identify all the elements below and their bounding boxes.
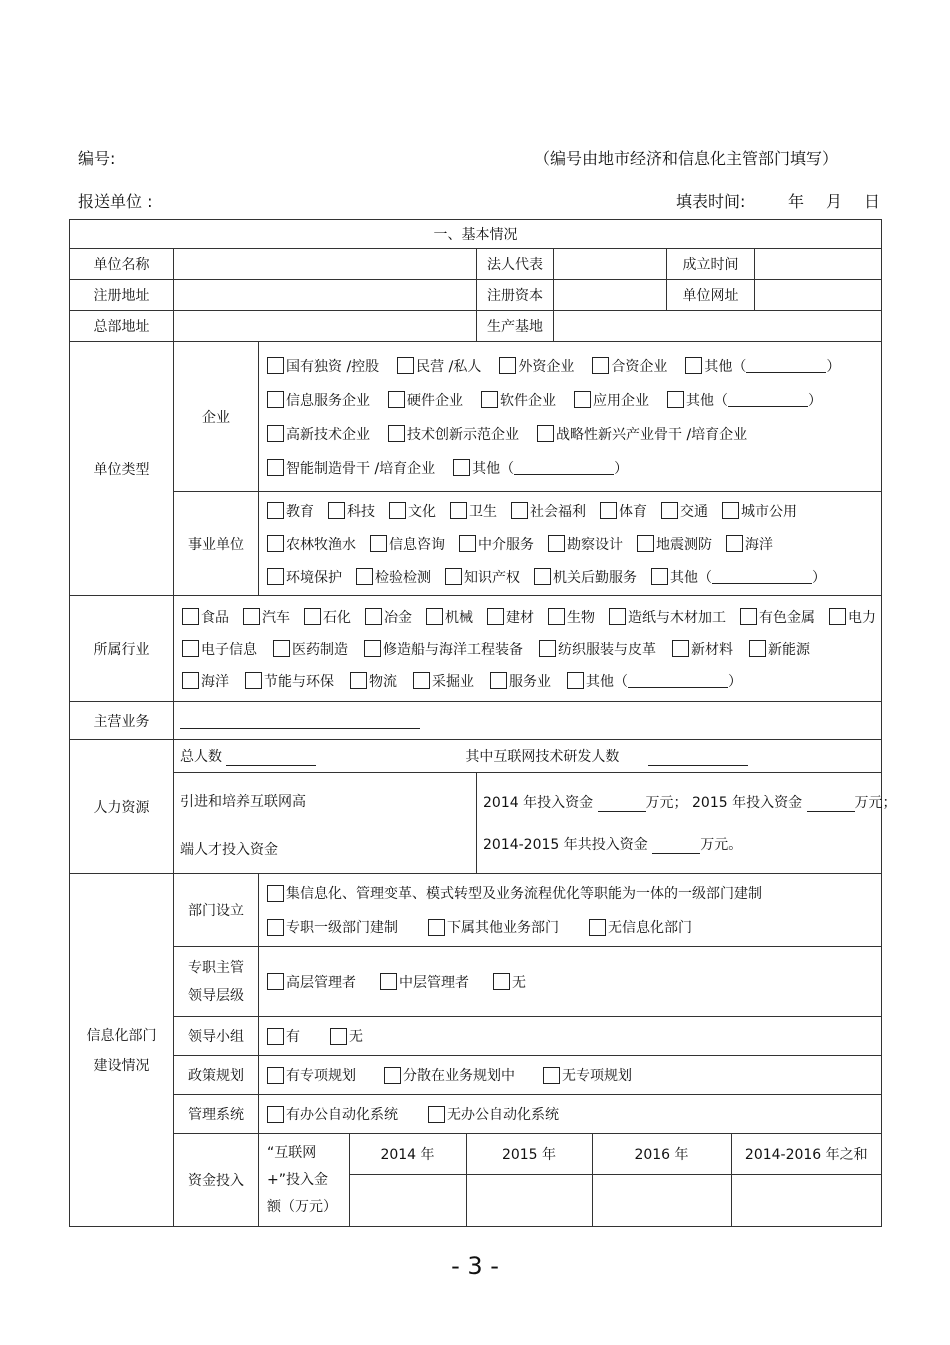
enterprise-line-2 (267, 383, 873, 417)
legal-rep-label: 法人代表 (477, 249, 554, 280)
checkbox-option[interactable]: 社会福利 (511, 501, 586, 521)
checkbox-option[interactable]: 海洋 (182, 671, 229, 691)
reg-address-field[interactable] (174, 280, 477, 311)
other-blank[interactable] (628, 673, 728, 688)
checkbox-icon[interactable] (481, 391, 498, 408)
checkbox-icon[interactable] (667, 391, 684, 408)
checkbox-option-other[interactable]: 其他（ ） (453, 458, 628, 478)
enterprise-options (259, 342, 882, 492)
checkbox-option[interactable]: 电子信息 (182, 639, 257, 659)
industry-line-2 (182, 633, 873, 665)
checkbox-option[interactable]: 检验检测 (356, 567, 431, 587)
checkbox-option[interactable]: 有色金属 (740, 607, 815, 627)
checkbox-option[interactable]: 环境保护 (267, 567, 342, 587)
leading-group-label: 领导小组 (174, 1017, 259, 1056)
talent-invest-values: 2014 年投入资金 万元； 2015 年投入资金 万元； 2014-2015 年共投入资金 万元。 (477, 773, 882, 874)
checkbox-option[interactable]: 无 (330, 1026, 363, 1046)
dept-setup-label: 部门设立 (174, 874, 259, 947)
checkbox-option[interactable]: 食品 (182, 607, 229, 627)
fund-desc-cell (259, 1134, 349, 1226)
checkbox-option[interactable]: 高新技术企业 (267, 424, 370, 444)
checkbox-icon[interactable] (726, 535, 743, 552)
main-business-blank[interactable] (180, 714, 420, 729)
enterprise-label: 企业 (174, 342, 259, 492)
checkbox-icon[interactable] (450, 502, 467, 519)
checkbox-option[interactable]: 新能源 (749, 639, 810, 659)
checkbox-icon[interactable] (722, 502, 739, 519)
invest-2014-label: 2014 年投入资金 (483, 795, 594, 811)
leader-level-label-1: 专职主管 (188, 959, 244, 976)
fund-desc-3: 额（万元） (267, 1198, 337, 1215)
hr-headcount-cell (174, 740, 882, 773)
other-blank[interactable] (746, 358, 826, 373)
checkbox-option-other[interactable]: 其他（ ） (667, 390, 822, 410)
checkbox-option[interactable]: 信息咨询 (370, 534, 445, 554)
checkbox-icon[interactable] (490, 672, 507, 689)
industry-line-1 (182, 601, 876, 633)
industry-options (174, 596, 882, 702)
checkbox-option[interactable]: 机械 (426, 607, 473, 627)
talent-invest-label-1: 引进和培养互联网高 (180, 794, 306, 810)
code-label: 编号: (78, 149, 116, 168)
leader-level-label-2: 领导层级 (188, 987, 244, 1004)
checkbox-option[interactable]: 无办公自动化系统 (428, 1104, 559, 1124)
website-field[interactable] (755, 280, 882, 311)
checkbox-option[interactable]: 专职一级部门建制 (267, 917, 398, 937)
checkbox-icon[interactable] (273, 640, 290, 657)
other-blank[interactable] (728, 392, 808, 407)
checkbox-icon[interactable] (445, 568, 462, 585)
checkbox-icon[interactable] (600, 502, 617, 519)
checkbox-icon[interactable] (182, 640, 199, 657)
checkbox-option[interactable]: 节能与环保 (245, 671, 334, 691)
checkbox-option[interactable]: 纺织服装与皮革 (539, 639, 656, 659)
checkbox-option[interactable]: 冶金 (365, 607, 412, 627)
checkbox-option[interactable]: 信息服务企业 (267, 390, 370, 410)
fund-year-total: 2014-2016 年之和 (731, 1134, 881, 1174)
code-note: （编号由地市经济和信息化主管部门填写） (534, 149, 839, 168)
checkbox-icon[interactable] (749, 640, 766, 657)
checkbox-icon[interactable] (350, 672, 367, 689)
checkbox-option[interactable]: 科技 (328, 501, 375, 521)
checkbox-option[interactable]: 中介服务 (459, 534, 534, 554)
leader-level-options (259, 947, 882, 1017)
checkbox-icon[interactable] (267, 357, 284, 374)
fund-total-field[interactable] (731, 1174, 881, 1226)
fund-year-2015: 2015 年 (466, 1134, 592, 1174)
checkbox-icon[interactable] (267, 973, 284, 990)
checkbox-option[interactable]: 体育 (600, 501, 647, 521)
checkbox-option[interactable]: 技术创新示范企业 (388, 424, 519, 444)
it-dept-label-cell (70, 874, 174, 1227)
checkbox-icon[interactable] (539, 640, 556, 657)
checkbox-option[interactable]: 造纸与木材加工 (609, 607, 726, 627)
checkbox-icon[interactable] (388, 391, 405, 408)
checkbox-icon[interactable] (413, 672, 430, 689)
section-title: 一、基本情况 (70, 220, 882, 249)
page-number: - 3 - (451, 1252, 499, 1280)
checkbox-option[interactable]: 汽车 (243, 607, 290, 627)
enterprise-line-4 (267, 451, 873, 485)
checkbox-icon[interactable] (592, 357, 609, 374)
checkbox-icon[interactable] (380, 973, 397, 990)
fund-desc-2: +”投入金 (267, 1171, 328, 1188)
checkbox-icon[interactable] (740, 608, 757, 625)
checkbox-icon[interactable] (537, 425, 554, 442)
fund-2015-field[interactable] (466, 1174, 592, 1226)
checkbox-option[interactable]: 下属其他业务部门 (428, 917, 559, 937)
institution-line-2 (267, 527, 873, 560)
checkbox-option[interactable]: 修造船与海洋工程装备 (364, 639, 523, 659)
reg-capital-field[interactable] (554, 280, 667, 311)
checkbox-icon[interactable] (829, 608, 846, 625)
checkbox-option[interactable]: 智能制造骨干 /培育企业 (267, 458, 435, 478)
checkbox-option[interactable]: 无专项规划 (543, 1065, 632, 1085)
production-base-field[interactable] (554, 311, 882, 342)
checkbox-option[interactable]: 有 (267, 1026, 300, 1046)
unit-type-label: 单位类型 (70, 342, 174, 596)
month-label: 月 (826, 192, 843, 211)
hr-label: 人力资源 (70, 740, 174, 874)
checkbox-option[interactable]: 新材料 (672, 639, 733, 659)
checkbox-icon[interactable] (428, 1106, 445, 1123)
checkbox-icon[interactable] (384, 1067, 401, 1084)
checkbox-option[interactable]: 海洋 (726, 534, 773, 554)
established-label: 成立时间 (667, 249, 755, 280)
reg-address-label: 注册地址 (70, 280, 174, 311)
leader-level-label-cell (174, 947, 259, 1017)
checkbox-option[interactable]: 城市公用 (722, 501, 797, 521)
checkbox-option[interactable]: 教育 (267, 501, 314, 521)
fund-input-table-cell (259, 1134, 882, 1227)
checkbox-option[interactable]: 地震测防 (637, 534, 712, 554)
production-base-label: 生产基地 (477, 311, 554, 342)
checkbox-icon[interactable] (267, 1028, 284, 1045)
other-blank[interactable] (514, 460, 614, 475)
checkbox-option[interactable]: 农林牧渔水 (267, 534, 356, 554)
checkbox-icon[interactable] (459, 535, 476, 552)
year-label: 年 (788, 192, 805, 211)
invest-total-label: 2014-2015 年共投入资金 (483, 837, 648, 853)
fund-input-label: 资金投入 (174, 1134, 259, 1227)
institution-line-3 (267, 560, 873, 593)
checkbox-icon[interactable] (487, 608, 504, 625)
checkbox-option[interactable]: 软件企业 (481, 390, 556, 410)
checkbox-option[interactable]: 民营 /私人 (397, 356, 481, 376)
checkbox-icon[interactable] (267, 459, 284, 476)
leading-group-options (259, 1017, 882, 1056)
checkbox-icon[interactable] (267, 885, 284, 902)
checkbox-icon[interactable] (365, 608, 382, 625)
checkbox-icon[interactable] (267, 919, 284, 936)
checkbox-icon[interactable] (685, 357, 702, 374)
checkbox-option[interactable]: 分散在业务规划中 (384, 1065, 515, 1085)
checkbox-option[interactable]: 高层管理者 (267, 972, 356, 992)
checkbox-icon[interactable] (453, 459, 470, 476)
checkbox-option[interactable]: 采掘业 (413, 671, 474, 691)
date-label: 填表时间: (676, 192, 746, 211)
policy-plan-options (259, 1056, 882, 1095)
checkbox-icon[interactable] (637, 535, 654, 552)
checkbox-icon[interactable] (397, 357, 414, 374)
policy-plan-label: 政策规划 (174, 1056, 259, 1095)
checkbox-icon[interactable] (328, 502, 345, 519)
mgmt-system-label: 管理系统 (174, 1095, 259, 1134)
legal-rep-field[interactable] (554, 249, 667, 280)
checkbox-option[interactable]: 外资企业 (499, 356, 574, 376)
checkbox-icon[interactable] (182, 672, 199, 689)
checkbox-icon[interactable] (493, 973, 510, 990)
enterprise-line-3 (267, 417, 873, 451)
checkbox-option[interactable]: 卫生 (450, 501, 497, 521)
website-label: 单位网址 (667, 280, 755, 311)
checkbox-option[interactable]: 机关后勤服务 (534, 567, 637, 587)
dept-setup-options (259, 874, 882, 947)
checkbox-icon[interactable] (304, 608, 321, 625)
checkbox-icon[interactable] (574, 391, 591, 408)
checkbox-icon[interactable] (267, 1067, 284, 1084)
fund-2014-field[interactable] (349, 1174, 466, 1226)
invest-2014-blank[interactable] (598, 797, 646, 812)
checkbox-icon[interactable] (426, 608, 443, 625)
checkbox-option[interactable]: 合资企业 (592, 356, 667, 376)
checkbox-icon[interactable] (267, 535, 284, 552)
talent-invest-label-cell (174, 773, 477, 874)
enterprise-line-1 (267, 349, 873, 383)
unit-name-field[interactable] (174, 249, 477, 280)
unit-name-label: 单位名称 (70, 249, 174, 280)
industry-label: 所属行业 (70, 596, 174, 702)
checkbox-option-other[interactable]: 其他（ ） (567, 671, 742, 691)
mgmt-system-options (259, 1095, 882, 1134)
checkbox-icon[interactable] (370, 535, 387, 552)
checkbox-option[interactable]: 无信息化部门 (589, 917, 692, 937)
checkbox-icon[interactable] (267, 568, 284, 585)
checkbox-icon[interactable] (428, 919, 445, 936)
checkbox-option[interactable]: 石化 (304, 607, 351, 627)
checkbox-icon[interactable] (267, 391, 284, 408)
checkbox-option[interactable]: 应用企业 (574, 390, 649, 410)
checkbox-icon[interactable] (543, 1067, 560, 1084)
total-staff-blank[interactable] (226, 751, 316, 766)
checkbox-icon[interactable] (589, 919, 606, 936)
checkbox-icon[interactable] (245, 672, 262, 689)
hq-address-field[interactable] (174, 311, 477, 342)
checkbox-option[interactable]: 国有独资 /控股 (267, 356, 379, 376)
it-dept-label-2: 建设情况 (93, 1058, 150, 1074)
fund-desc-1: “互联网 (267, 1144, 317, 1161)
invest-2015-label: 2015 年投入资金 (692, 795, 803, 811)
industry-line-3 (182, 665, 873, 697)
checkbox-icon[interactable] (389, 502, 406, 519)
checkbox-option[interactable]: 生物 (548, 607, 595, 627)
checkbox-icon[interactable] (511, 502, 528, 519)
checkbox-icon[interactable] (672, 640, 689, 657)
checkbox-option[interactable]: 文化 (389, 501, 436, 521)
checkbox-icon[interactable] (267, 1106, 284, 1123)
established-field[interactable] (755, 249, 882, 280)
checkbox-icon[interactable] (661, 502, 678, 519)
checkbox-icon[interactable] (388, 425, 405, 442)
other-blank[interactable] (712, 569, 812, 584)
checkbox-option-other[interactable]: 其他（ ） (685, 356, 840, 376)
checkbox-option[interactable]: 交通 (661, 501, 708, 521)
checkbox-icon[interactable] (267, 502, 284, 519)
checkbox-icon[interactable] (499, 357, 516, 374)
checkbox-icon[interactable] (567, 672, 584, 689)
checkbox-option[interactable]: 有办公自动化系统 (267, 1104, 398, 1124)
rd-staff-blank[interactable] (648, 751, 748, 766)
hq-address-label: 总部地址 (70, 311, 174, 342)
checkbox-option[interactable]: 物流 (350, 671, 397, 691)
talent-invest-label-2: 端人才投入资金 (180, 842, 278, 858)
checkbox-icon[interactable] (267, 425, 284, 442)
checkbox-icon[interactable] (609, 608, 626, 625)
total-staff-label: 总人数 (180, 749, 222, 765)
checkbox-option[interactable]: 中层管理者 (380, 972, 469, 992)
checkbox-icon[interactable] (548, 608, 565, 625)
checkbox-option[interactable]: 建材 (487, 607, 534, 627)
checkbox-option[interactable]: 无 (493, 972, 526, 992)
checkbox-option[interactable]: 服务业 (490, 671, 551, 691)
checkbox-option-other[interactable]: 其他（ ） (651, 567, 826, 587)
fund-2016-field[interactable] (592, 1174, 731, 1226)
checkbox-option[interactable]: 医药制造 (273, 639, 348, 659)
main-business-label: 主营业务 (70, 702, 174, 740)
checkbox-option[interactable]: 知识产权 (445, 567, 520, 587)
checkbox-option[interactable]: 集信息化、管理变革、模式转型及业务流程优化等职能为一体的一级部门建制 (267, 883, 762, 903)
checkbox-icon[interactable] (243, 608, 260, 625)
checkbox-icon[interactable] (356, 568, 373, 585)
checkbox-option[interactable]: 战略性新兴产业骨干 /培育企业 (537, 424, 747, 444)
checkbox-option[interactable]: 电力 (829, 607, 876, 627)
checkbox-icon[interactable] (548, 535, 565, 552)
checkbox-icon[interactable] (182, 608, 199, 625)
invest-2015-blank[interactable] (807, 797, 855, 812)
checkbox-icon[interactable] (534, 568, 551, 585)
fund-year-2014: 2014 年 (349, 1134, 466, 1174)
checkbox-icon[interactable] (651, 568, 668, 585)
institution-label: 事业单位 (174, 492, 259, 596)
it-dept-label-1: 信息化部门 (86, 1028, 157, 1044)
checkbox-option[interactable]: 硬件企业 (388, 390, 463, 410)
fund-year-2016: 2016 年 (592, 1134, 731, 1174)
reg-capital-label: 注册资本 (477, 280, 554, 311)
main-business-cell (174, 702, 882, 740)
checkbox-option[interactable]: 有专项规划 (267, 1065, 356, 1085)
institution-line-1 (267, 494, 873, 527)
basic-info-table (69, 219, 897, 1227)
checkbox-icon[interactable] (330, 1028, 347, 1045)
rd-staff-label: 其中互联网技术研发人数 (465, 749, 620, 765)
fund-input-table (259, 1134, 881, 1226)
institution-options (259, 492, 882, 596)
unit-label: 报送单位 : (78, 192, 153, 211)
invest-total-blank[interactable] (652, 839, 700, 854)
checkbox-option[interactable]: 勘察设计 (548, 534, 623, 554)
day-label: 日 (864, 192, 881, 211)
checkbox-icon[interactable] (364, 640, 381, 657)
